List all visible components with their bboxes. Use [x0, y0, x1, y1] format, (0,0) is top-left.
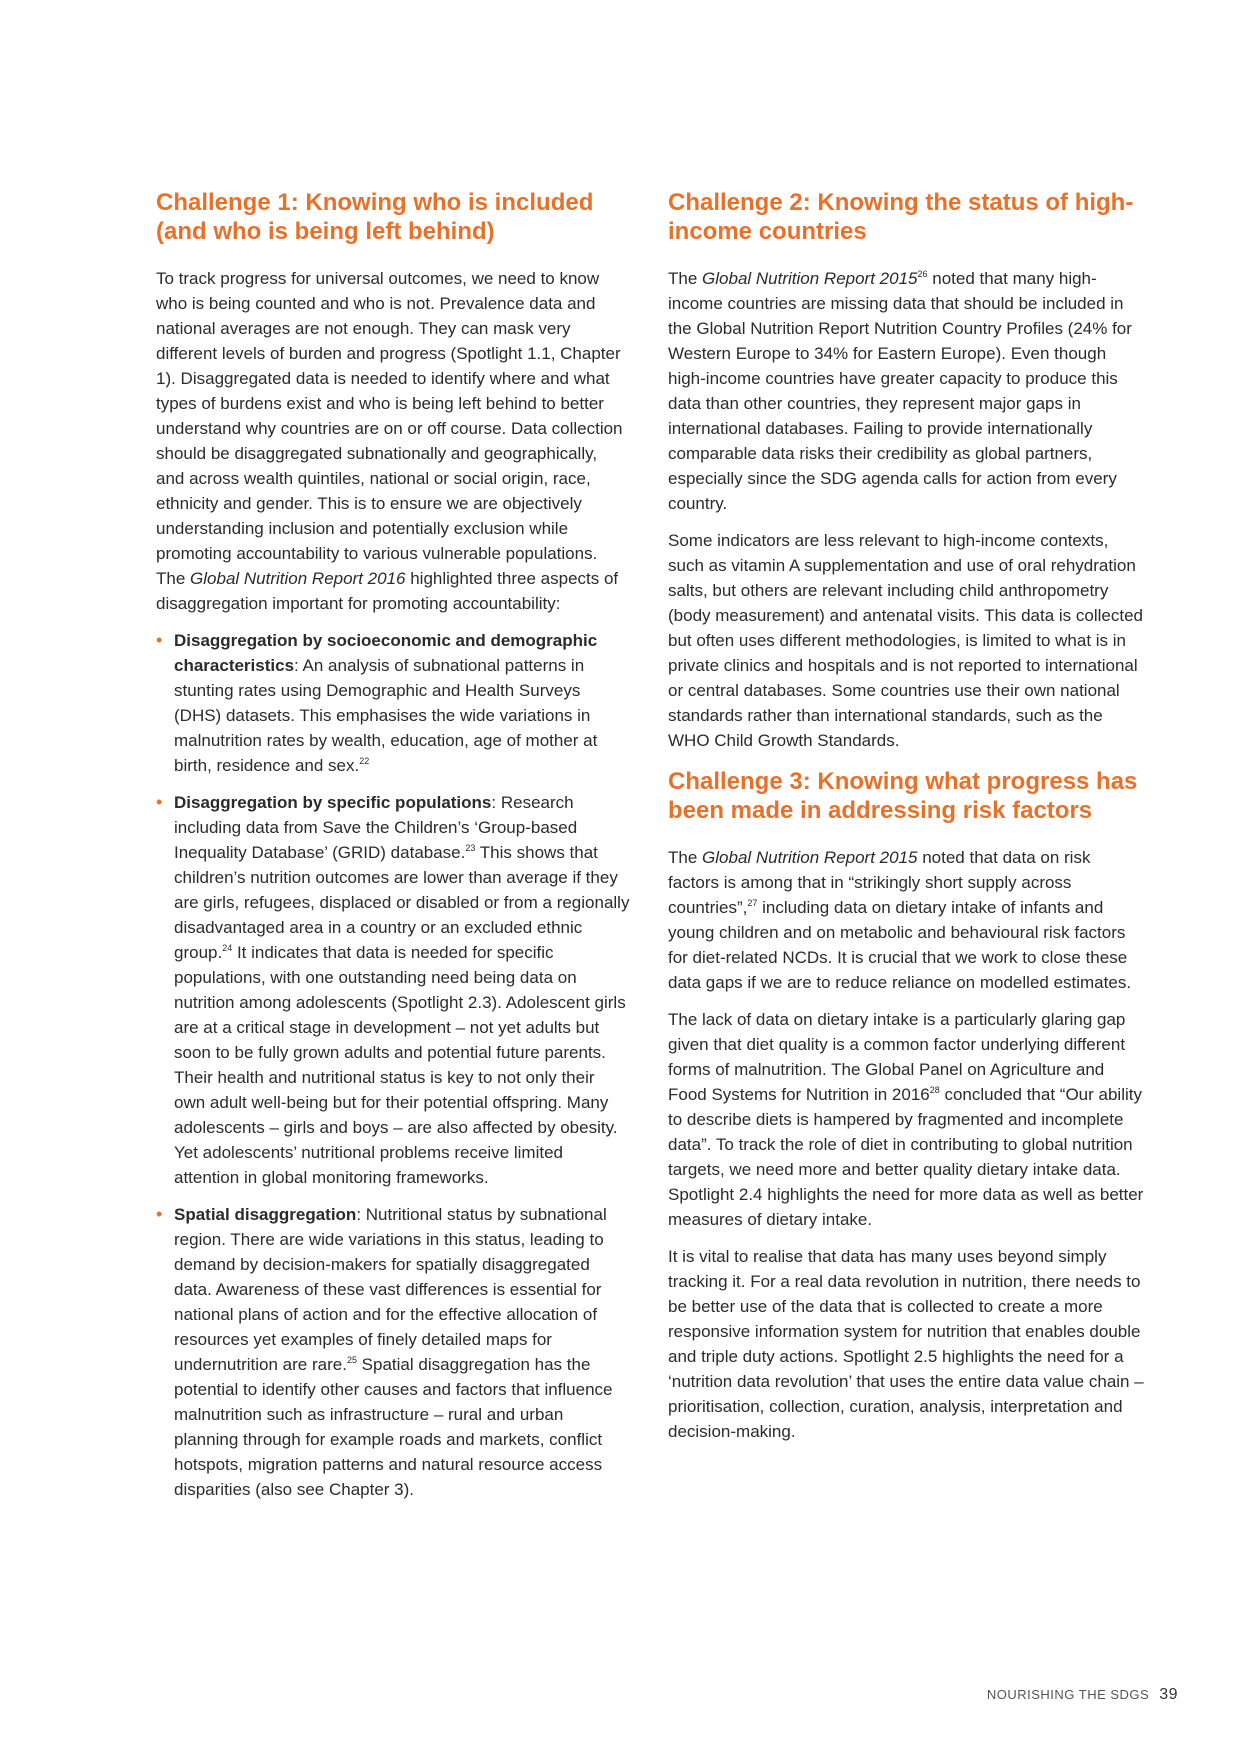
- challenge-1-heading: Challenge 1: Knowing who is included (and who is being left behind): [156, 189, 594, 245]
- challenge-2-para-1: The Global Nutrition Report 2015$^{26}$ noted that many high-income countries are missing data that should be included in the Global Nutrition Report Nutrition Country Profiles (24% for Western Europe to 34% for Eastern Europe). Even though high-income countries have greater capacity to produce this data than other countries, they represent major gaps in international databases. Failing to provide internationally comparable data risks their credibility as global partners, especially since the SDG agenda calls for action from every country.: [668, 269, 1132, 513]
- list-item: • Disaggregation by socioeconomic and demographic characteristics: An analysis of subnational patterns in stunting rates using Demographic and Health Surveys (DHS) datasets. This emphasises the wide variations in malnutrition rates by wealth, education, age of mother at birth, residence and sex.$^{22}$: [156, 630, 598, 775]
- bullet-icon: •: [156, 1204, 163, 1224]
- bullet-icon: •: [156, 792, 163, 812]
- left-column: [156, 188, 630, 1514]
- page-number: 39: [1159, 1686, 1178, 1703]
- list-item: • Spatial disaggregation: Nutritional status by subnational region. There are wide variations in this status, leading to demand by decision-makers for spatially disaggregated data. Awareness of these vast differences is essential for national plans of action and for the effective allocation of resources yet examples of finely detailed maps for undernutrition are rare.$^{25}$ Spatial disaggregation has the potential to identify other causes and factors that influence malnutrition such as infrastructure – rural and urban planning through for example roads and markets, conflict hotspots, migration patterns and natural resource access disparities (also see Chapter 3).: [156, 1204, 613, 1499]
- challenge-3-para-2: The lack of data on dietary intake is a particularly glaring gap given that diet quality is a common factor underlying different forms of malnutrition. The Global Panel on Agriculture and Food Systems for Nutrition in 2016$^{28}$ concluded that “Our ability to describe diets is hampered by fragmented and incomplete data”. To track the role of diet in contributing to global nutrition targets, we need more and better quality dietary intake data. Spotlight 2.4 highlights the need for more data as well as better measures of dietary intake.: [668, 1010, 1144, 1229]
- disaggregation-list: [156, 628, 630, 1502]
- challenge-2-para-2: Some indicators are less relevant to high-income contexts, such as vitamin A supplementation and use of oral rehydration salts, but others are relevant including child anthropometry (body measurement) and antenatal visits. This data is collected but often uses different methodologies, is limited to what is in private clinics and hospitals and is not reported to international or central databases. Some countries use their own national standards rather than international standards, such as the WHO Child Growth Standards.: [668, 531, 1143, 750]
- list-item: • Disaggregation by specific populations: Research including data from Save the Children’s ‘Group-based Inequality Database’ (GRID) database.$^{23}$ This shows that children’s nutrition outcomes are lower than average if they are girls, refugees, displaced or disabled or from a regionally disadvantaged area in a country or an excluded ethnic group.$^{24}$ It indicates that data is needed for specific populations, with one outstanding need being data on nutrition among adolescents (Spotlight 2.3). Adolescent girls are at a critical stage in development – not yet adults but soon to be fully grown adults and potential future parents. Their health and nutritional status is key to not only their own adult well-being but for their potential offspring. Many adolescents – girls and boys – are also affected by obesity. Yet adolescents’ nutritional problems receive limited attention in global monitoring frameworks.: [156, 792, 630, 1187]
- page-footer: [987, 1686, 1178, 1704]
- right-column: [668, 188, 1144, 1456]
- challenge-3-para-3: It is vital to realise that data has many uses beyond simply tracking it. For a real data revolution in nutrition, there needs to be better use of the data that is collected to create a more responsive information system for nutrition that enables double and triple duty actions. Spotlight 2.5 highlights the need for a ‘nutrition data revolution’ that uses the entire data value chain – prioritisation, collection, curation, analysis, interpretation and decision-making.: [668, 1247, 1144, 1441]
- challenge-3-para-1: The Global Nutrition Report 2015 noted that data on risk factors is among that in “strikingly short supply across countries”,$^{27}$ including data on dietary intake of infants and young children and on metabolic and behavioural risk factors for diet-related NCDs. It is crucial that we work to close these data gaps if we are to reduce reliance on modelled estimates.: [668, 848, 1132, 992]
- challenge-3-heading: Challenge 3: Knowing what progress has been made in addressing risk factors: [668, 768, 1138, 824]
- challenge-2-heading: Challenge 2: Knowing the status of high-income countries: [668, 189, 1134, 245]
- challenge-1-intro: To track progress for universal outcomes, we need to know who is being counted and who is not. Prevalence data and national averages are not enough. They can mask very different levels of burden and progress (Spotlight 1.1, Chapter 1). Disaggregated data is needed to identify where and what types of burdens exist and who is being left behind to better understand why countries are on or off course. Data collection should be disaggregated subnationally and geographically, and across wealth quintiles, national or social origin, race, ethnicity and gender. This is to ensure we are objectively understanding inclusion and potentially exclusion while promoting accountability to various vulnerable populations. The Global Nutrition Report 2016 highlighted three aspects of disaggregation important for promoting accountability:: [156, 269, 623, 613]
- bullet-icon: •: [156, 630, 163, 650]
- running-title: NOURISHING THE SDGS: [986, 1687, 1150, 1702]
